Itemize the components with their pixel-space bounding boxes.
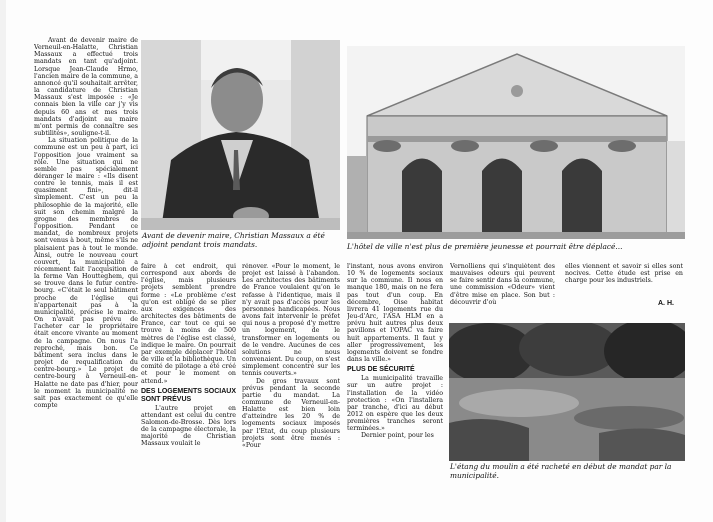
portrait-caption: Avant de devenir maire, Christian Massaux a été adjoint pendant trois mandats. (142, 231, 325, 249)
pond-caption: L'étang du moulin a été racheté en début de mandat par la municipalité. (450, 462, 672, 480)
paragraph: Avant de devenir maire de Verneuil-en-Halatte, Christian Massaux a effectué trois mandats en tant qu'adjoint. Lorsque Jean-Claude Hrmo, l'ancien maire de la commune, a annoncé qu'il souhaitait arrêter, la candidature de Christian Massaux s'est imposée : «Je connais bien la ville car j'y vis depuis 60 ans et mes trois mandats d'adjoint au maire m'ont permis de connaître ses subtilités», souligne-t-il. (34, 37, 138, 138)
paragraph: De gros travaux sont prévus pendant la seconde partie du mandat. La commune de Verneuil-en-Halatte est bien loin d'atteindre les 20 % de logements sociaux imposés par l'Etat, du coup plusieurs projets sont être menés : «Pour (242, 377, 340, 449)
text-column-5 (450, 263, 555, 323)
townhall-caption: L'hôtel de ville n'est plus de première jeunesse et pourrait être déplacé... (347, 242, 623, 251)
text-column-3 (242, 263, 340, 518)
pond-photo (449, 323, 685, 461)
paragraph: l'instant, nous avons environ 10 % de logements sociaux sur la commune. Il nous en manque 180, mais on ne fera pas tout d'un coup. En décembre, Oise habitat livrera 41 logements rue du Jeu-d'Arc, l'ASA HLM en a prévu huit autres plus deux pavillons et l'OPAC va faire huit appartements. Il faut y aller progressivement, les logements doivent se fondre dans la ville.» (347, 263, 443, 364)
paragraph: L'autre projet en attendant est celui du centre Salomon-de-Brosse. Dès lors de la campagne électorale, la majorité de Christian Massaux voulait le (141, 404, 236, 448)
paragraph: La situation politique de la commune est un peu à part, ici l'opposition joue vraiment sa rôle. Une situation qui ne semble pas spécialement déranger le maire : «Ils disent contre le tennis, mais il est quasiment fini», dit-il simplement. C'est un peu la philosophie de la majorité, elle suit son chemin malgré la grogne des membres de l'opposition. Pendant ce mandat, de nombreux projets sont venus à bout, même s'ils ne plaisaient pas à tout le monde. Ainsi, outre le nouveau court couvert, la municipalité a récemment fait l'acquisition de la ferme Van Houtteghem, qui se trouve dans le futur centre-bourg. «C'était le seul bâtiment proche de l'église qui n'appartenait pas à la municipalité, précise le maire. On n'avait pas prévu de l'acheter car le propriétaire était encore vivante au moment de la campagne. On nous l'a reproché, mais bon. Ce bâtiment sera inclus dans le projet de requalification du centre-bourg.» Le projet de centre-bourg à Verneuil-en-Halatte ne date pas d'hier, pour le moment la municipalité ne sait pas exactement ce qu'elle compte (34, 137, 138, 409)
text-column-1 (34, 37, 138, 517)
scan-edge (0, 0, 6, 522)
paragraph: La municipalité travaille sur un autre projet : l'installation de la vidéo protection : «On l'installera par tranche, d'ici au début 2012 on espère que les deux premières tranches seront terminées.» (347, 375, 443, 433)
section-heading: DES LOGEMENTS SOCIAUX SONT PRÉVUS (141, 387, 236, 403)
section-heading: PLUS DE SÉCURITÉ (347, 366, 415, 374)
paragraph: Vernolliens qui s'inquiètent des mauvaises odeurs qui peuvent se faire sentir dans la commune, une commission «Odeur» vient d'être mise en place. Son but : découvrir d'où (450, 263, 555, 306)
text-column-6 (565, 263, 683, 303)
townhall-photo (347, 46, 685, 239)
portrait-photo (141, 40, 340, 230)
paragraph: elles viennent et savoir si elles sont nocives. Cette étude est prise en charge pour les industriels. (565, 263, 683, 285)
paragraph: faire à cet endroit, qui correspond aux abords de l'église, mais plusieurs projets semblent prendre forme : «Le problème c'est qu'on est obligé de se plier aux exigences des architectes des bâtiments de France, car tout ce qui se trouve à moins de 500 mètres de l'église est classé, indique le maire. On pourrait par exemple déplacer l'hôtel de ville et la bibliothèque. Un comité de pilotage a été créé et pour le moment on attend.» (141, 263, 236, 385)
text-column-4 (347, 263, 443, 518)
paragraph: Dernier point, pour les (361, 432, 434, 440)
paragraph: rénover. «Pour le moment, le projet est laissé à l'abandon. Les architectes des bâtiments de France voulaient qu'on le refasse à l'identique, mais il n'y avait pas d'accès pour les personnes handicapées. Nous avons fait intervenir le préfet qui nous a proposé d'y mettre un logement, de le transformer en logements ou de le vendre. Aucunes de ces solutions ne nous convenaient. Du coup, on s'est simplement concentré sur les tennis couverts.» (242, 263, 340, 378)
text-column-2 (141, 263, 236, 518)
author-signature: A. H. (658, 300, 674, 307)
